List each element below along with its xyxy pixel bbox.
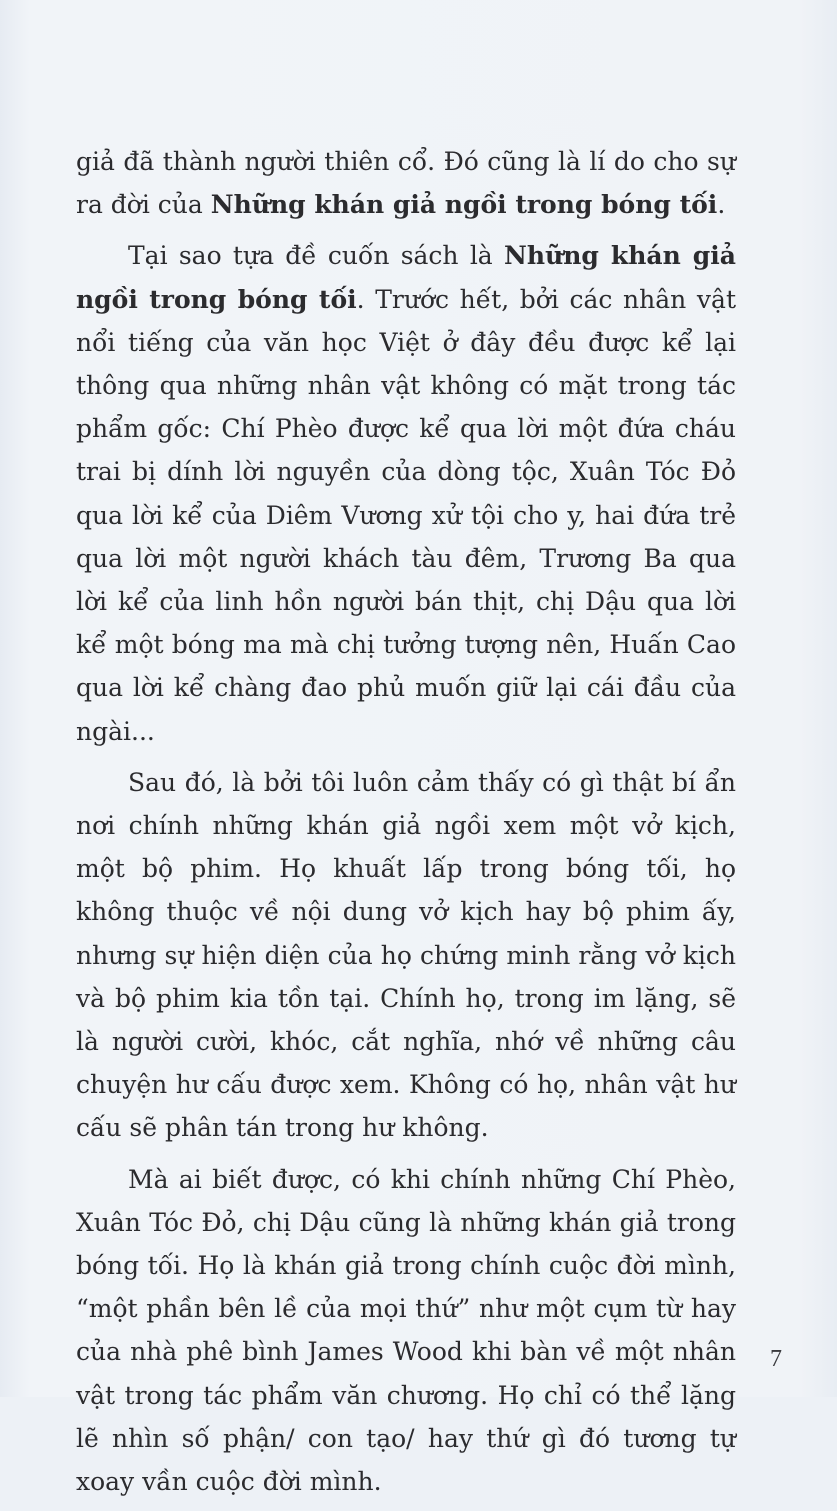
text-segment: . [717, 190, 726, 220]
text-segment: Tại sao tựa đề cuốn sách là [128, 241, 504, 271]
paragraph-audience-mystery [76, 761, 736, 1150]
book-title-bold: Những khán giả ngồi trong bóng tối [210, 190, 718, 220]
text-segment: . Trước hết, bởi các nhân vật nổi tiếng của văn học Việt ở đây đều được kể lại thông qua những nhân vật không có mặt trong tác phẩm gốc: Chí Phèo được kể qua lời một đứa cháu trai bị dính lời nguyền của dòng tộc, Xuân Tóc Đỏ qua lời kể của Diêm Vương xử tội cho y, hai đứa trẻ qua lời một người khách tàu đêm, Trương Ba qua lời kể của linh hồn người bán thịt, chị Dậu qua lời kể một bóng ma mà chị tưởng tượng nên, Huấn Cao qua lời kể chàng đao phủ muốn giữ lại cái đầu của ngài... [76, 284, 736, 746]
paragraph-characters-as-audience [76, 1158, 736, 1504]
text-segment: giả đã thành người thiên cổ. Đó cũng là lí do cho sự ra đời của [76, 147, 736, 220]
body-text [76, 140, 736, 1511]
text-segment: Mà ai biết được, có khi chính những Chí Phèo, Xuân Tóc Đỏ, chị Dậu cũng là những khán giả trong bóng tối. Họ là khán giả trong chính cuộc đời mình, “một phần bên lề của mọi thứ” như một cụm từ hay của nhà phê bình James Wood khi bàn về một nhân vật trong tác phẩm văn chương. Họ chỉ có thể lặng lẽ nhìn số phận/ con tạo/ hay thứ gì đó tương tự xoay vần cuộc đời mình. [76, 1164, 736, 1497]
paragraph-continuation [76, 140, 736, 226]
page-number: 7 [770, 1346, 782, 1372]
text-segment: Sau đó, là bởi tôi luôn cảm thấy có gì thật bí ẩn nơi chính những khán giả ngồi xem một vở kịch, một bộ phim. Họ khuất lấp trong bóng tối, họ không thuộc về nội dung vở kịch hay bộ phim ấy, nhưng sự hiện diện của họ chứng minh rằng vở kịch và bộ phim kia tồn tại. Chính họ, trong im lặng, sẽ là người cười, khóc, cắt nghĩa, nhớ về những câu chuyện hư cấu được xem. Không có họ, nhân vật hư cấu sẽ phân tán trong hư không. [76, 767, 736, 1143]
paragraph-title-reason [76, 234, 736, 752]
book-title-bold: Những khán giả ngồi trong bóng tối [76, 241, 736, 314]
